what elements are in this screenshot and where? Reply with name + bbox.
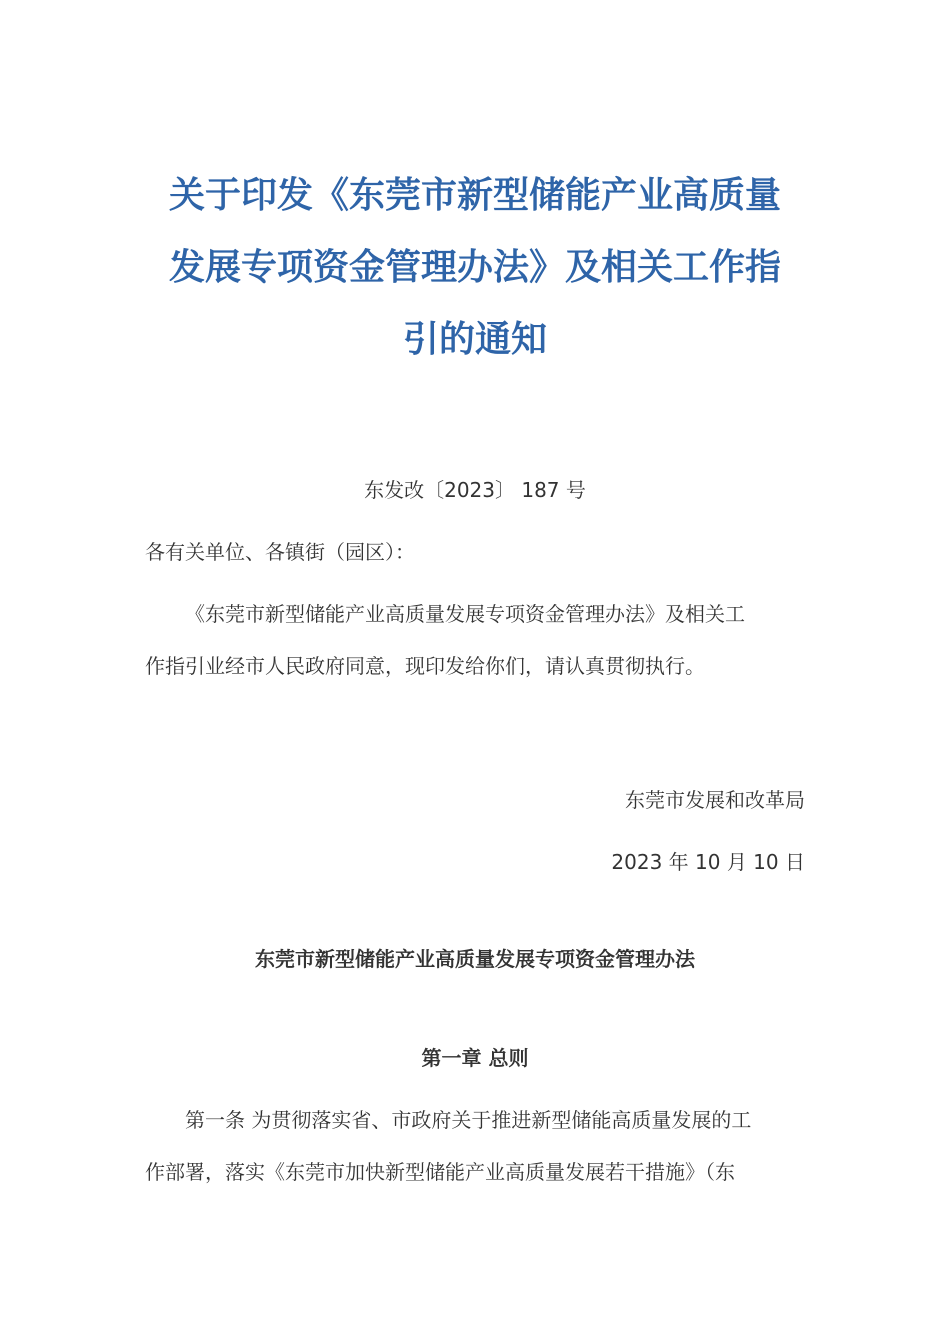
chapter-heading: 第一章 总则 bbox=[421, 1046, 529, 1070]
issuer-signature: 东莞市发展和改革局 bbox=[625, 788, 805, 812]
title-line-1: 关于印发《东莞市新型储能产业高质量 bbox=[168, 175, 781, 216]
article-line-1: 第一条 为贯彻落实省、市政府关于推进新型储能高质量发展的工 bbox=[185, 1108, 752, 1132]
addressee: 各有关单位、各镇街（园区）： bbox=[145, 540, 415, 564]
issue-date: 2023 年 10 月 10 日 bbox=[611, 850, 805, 874]
title-line-2: 发展专项资金管理办法》及相关工作指 bbox=[168, 247, 781, 288]
document-number: 东发改〔2023〕 187 号 bbox=[364, 478, 586, 502]
intro-line-2: 作指引业经市人民政府同意，现印发给你们，请认真贯彻执行。 bbox=[145, 654, 705, 678]
title-line-3: 引的通知 bbox=[402, 319, 547, 360]
article-line-2: 作部署，落实《东莞市加快新型储能产业高质量发展若干措施》（东 bbox=[145, 1160, 735, 1184]
attachment-title: 东莞市新型储能产业高质量发展专项资金管理办法 bbox=[255, 947, 695, 971]
document-title bbox=[120, 160, 830, 376]
intro-line-1: 《东莞市新型储能产业高质量发展专项资金管理办法》及相关工 bbox=[185, 602, 745, 626]
